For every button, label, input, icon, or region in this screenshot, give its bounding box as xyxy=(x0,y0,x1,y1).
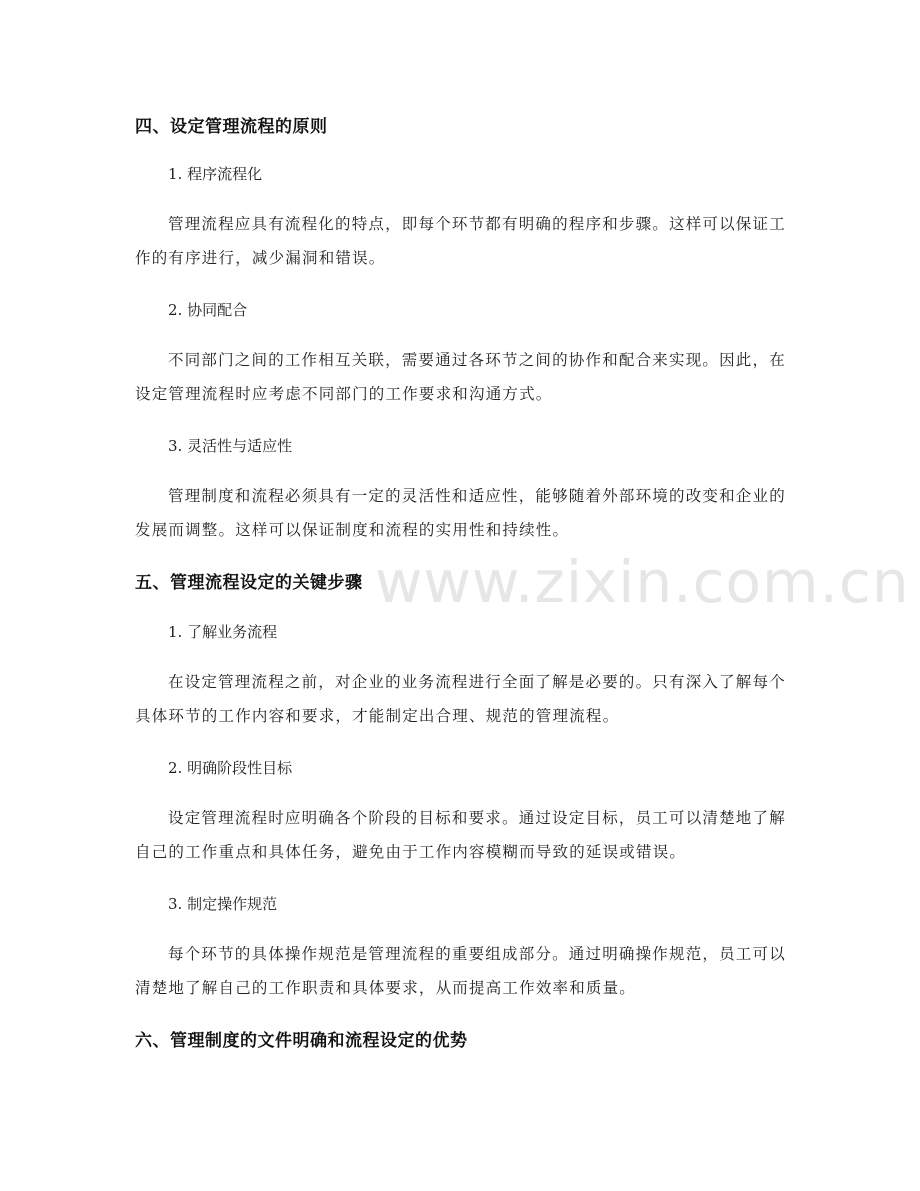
subheading-5-2: 2. 明确阶段性目标 xyxy=(168,759,293,777)
paragraph-4-2: 不同部门之间的工作相互关联，需要通过各环节之间的协作和配合来实现。因此，在设定管理流程时应考虑不同部门的工作要求和沟通方式。 xyxy=(135,351,786,403)
paragraph-4-1: 管理流程应具有流程化的特点，即每个环节都有明确的程序和步骤。这样可以保证工作的有序进行，减少漏洞和错误。 xyxy=(135,215,786,267)
paragraph-5-2: 设定管理流程时应明确各个阶段的目标和要求。通过设定目标，员工可以清楚地了解自己的工作重点和具体任务，避免由于工作内容模糊而导致的延误或错误。 xyxy=(135,809,786,861)
watermark: www.zixin.com.cn xyxy=(375,548,910,616)
subheading-4-2: 2. 协同配合 xyxy=(168,301,248,319)
paragraph-5-3: 每个环节的具体操作规范是管理流程的重要组成部分。通过明确操作规范，员工可以清楚地了解自己的工作职责和具体要求，从而提高工作效率和质量。 xyxy=(135,945,786,997)
paragraph-5-1: 在设定管理流程之前，对企业的业务流程进行全面了解是必要的。只有深入了解每个具体环节的工作内容和要求，才能制定出合理、规范的管理流程。 xyxy=(135,673,786,725)
section-heading-5: 五、管理流程设定的关键步骤 xyxy=(135,573,363,593)
subheading-5-1: 1. 了解业务流程 xyxy=(168,623,278,641)
section-heading-4: 四、设定管理流程的原则 xyxy=(135,117,328,137)
subheading-4-3: 3. 灵活性与适应性 xyxy=(168,437,293,455)
paragraph-4-3: 管理制度和流程必须具有一定的灵活性和适应性，能够随着外部环境的改变和企业的发展而调整。这样可以保证制度和流程的实用性和持续性。 xyxy=(135,487,786,539)
subheading-4-1: 1. 程序流程化 xyxy=(168,165,263,183)
section-heading-6: 六、管理制度的文件明确和流程设定的优势 xyxy=(135,1031,468,1051)
subheading-5-3: 3. 制定操作规范 xyxy=(168,895,278,913)
